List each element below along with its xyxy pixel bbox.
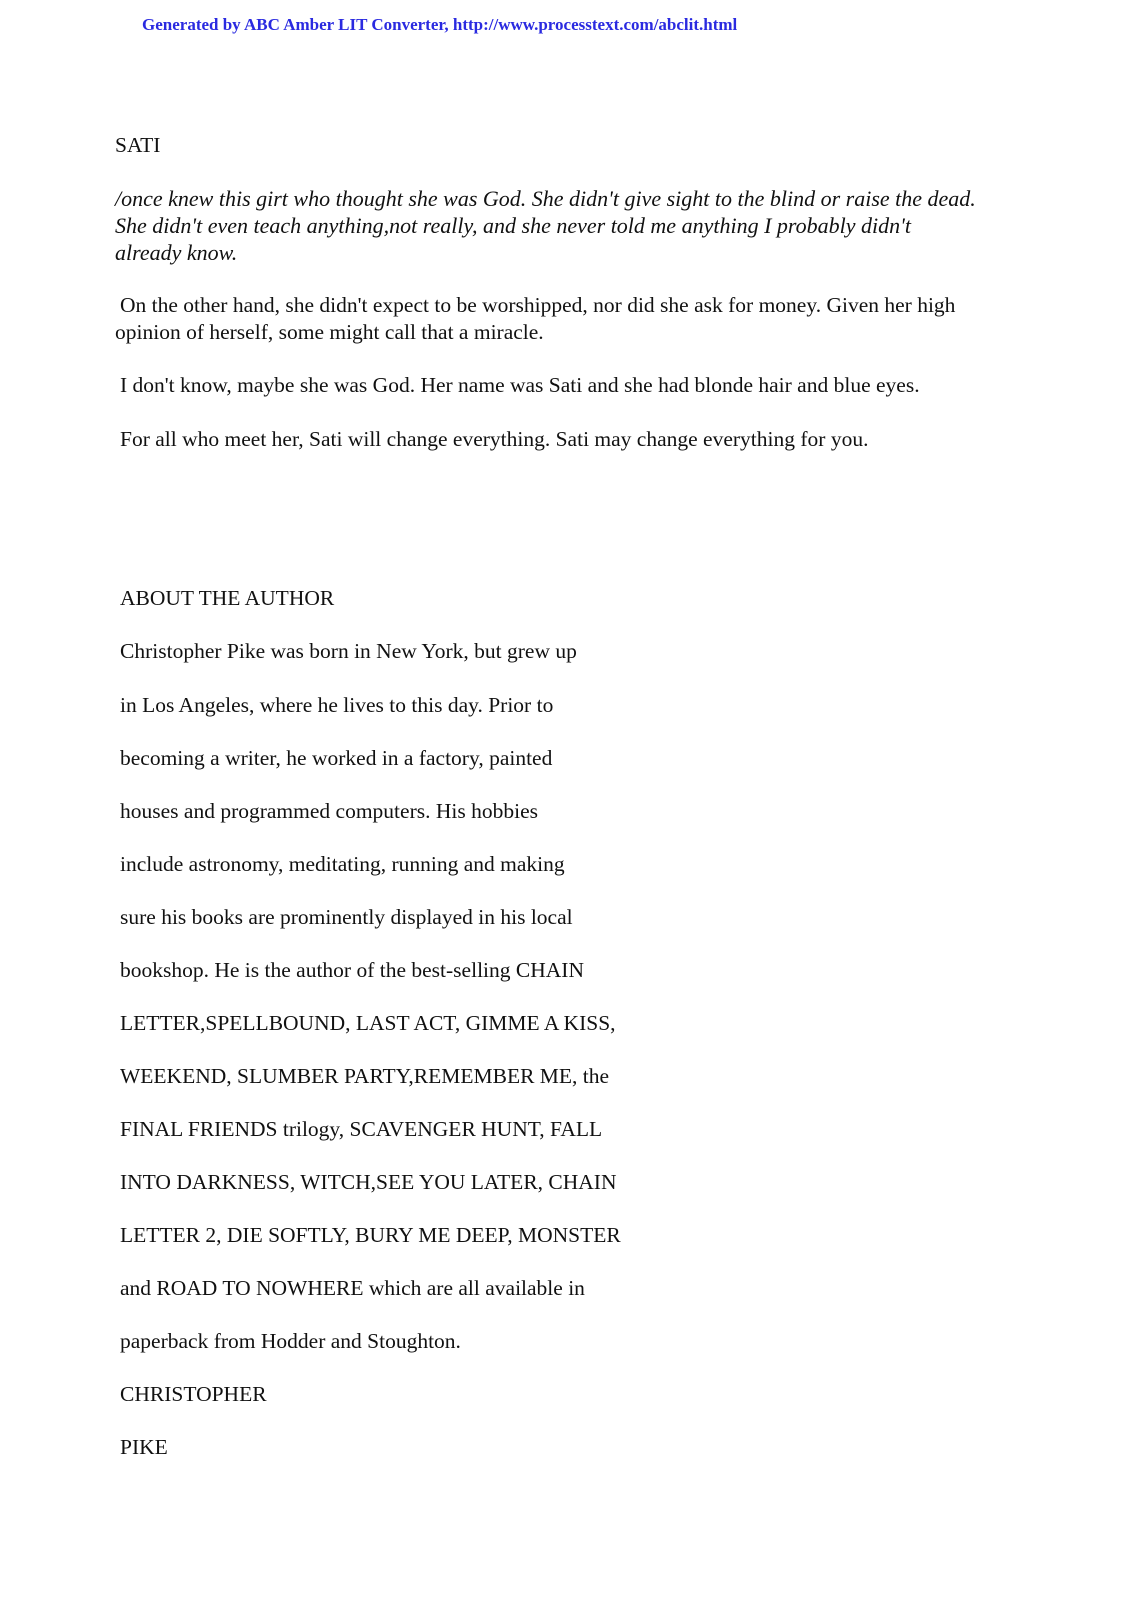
sati-title: SATI	[115, 133, 161, 157]
about-line: LETTER 2, DIE SOFTLY, BURY ME DEEP, MONSTER	[120, 1223, 621, 1247]
about-line: houses and programmed computers. His hobbies	[120, 799, 538, 823]
about-line: and ROAD TO NOWHERE which are all available in	[120, 1276, 585, 1300]
about-line: INTO DARKNESS, WITCH,SEE YOU LATER, CHAIN	[120, 1170, 617, 1194]
converter-header: Generated by ABC Amber LIT Converter, http://www.processtext.com/abclit.html	[142, 15, 738, 34]
about-line: include astronomy, meditating, running and making	[120, 852, 565, 876]
about-line: paperback from Hodder and Stoughton.	[120, 1329, 461, 1353]
paragraph3: I don't know, maybe she was God. Her name was Sati and she had blonde hair and blue eyes.	[120, 373, 920, 397]
intro-line-3: already know.	[115, 240, 238, 265]
about-heading: ABOUT THE AUTHOR	[120, 586, 335, 610]
intro-line-2: She didn't even teach anything,not really, and she never told me anything I probably didn't	[115, 213, 911, 238]
paragraph2-line-2: opinion of herself, some might call that a miracle.	[115, 320, 544, 344]
author-first-name: CHRISTOPHER	[120, 1382, 267, 1406]
paragraph2-line-1: On the other hand, she didn't expect to be worshipped, nor did she ask for money. Given her high	[120, 293, 956, 317]
about-line: Christopher Pike was born in New York, but grew up	[120, 639, 577, 663]
about-line: bookshop. He is the author of the best-selling CHAIN	[120, 958, 584, 982]
about-line: becoming a writer, he worked in a factory, painted	[120, 746, 553, 770]
about-line: WEEKEND, SLUMBER PARTY,REMEMBER ME, the	[120, 1064, 610, 1088]
about-line: LETTER,SPELLBOUND, LAST ACT, GIMME A KISS,	[120, 1011, 616, 1035]
intro-line-1: /once knew this girt who thought she was God. She didn't give sight to the blind or raise the dead.	[115, 186, 976, 211]
about-line: FINAL FRIENDS trilogy, SCAVENGER HUNT, FALL	[120, 1117, 603, 1141]
paragraph4: For all who meet her, Sati will change everything. Sati may change everything for you.	[120, 427, 869, 451]
about-line: in Los Angeles, where he lives to this day. Prior to	[120, 693, 554, 717]
about-line: sure his books are prominently displayed in his local	[120, 905, 573, 929]
author-last-name: PIKE	[120, 1435, 168, 1459]
